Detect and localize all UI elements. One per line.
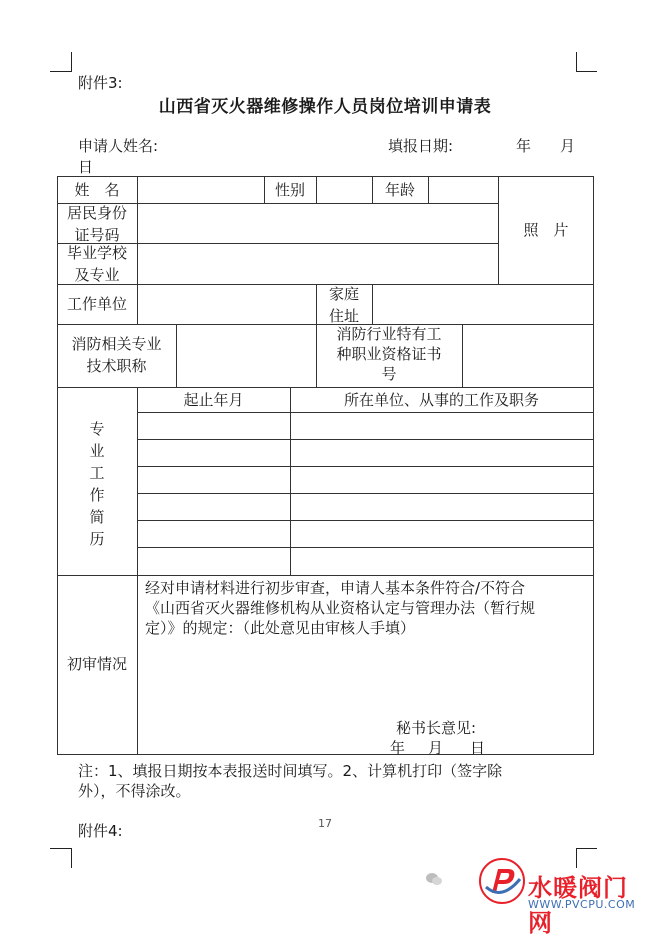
gender-field[interactable]: [317, 177, 372, 203]
work-unit-field[interactable]: [138, 285, 316, 324]
school-major-field[interactable]: [138, 244, 498, 284]
work-resume-label: 专业工作简历: [89, 420, 105, 548]
next-attachment-label: 附件4:: [78, 822, 123, 840]
fill-date-label: 填报日期:: [388, 137, 454, 155]
initial-review-label: 初审情况: [66, 655, 127, 673]
crop-mark-bottom-left-h: [50, 848, 71, 849]
page-number: 17: [318, 817, 332, 830]
watermark-url: WWW.PVCPU.COM: [528, 898, 636, 911]
fill-date-day: 日: [78, 158, 94, 176]
age-field[interactable]: [429, 177, 498, 203]
wechat-icon: [425, 872, 443, 886]
school-major-label: 毕业学校 及专业: [66, 244, 127, 284]
review-statement-line-1: 经对申请材料进行初步审查，申请人基本条件符合/不符合: [145, 579, 526, 597]
home-address-label: 家庭 住址: [328, 285, 359, 325]
footnote-line-2: 外），不得涂改。: [78, 782, 191, 800]
age-label: 年龄: [384, 181, 415, 199]
id-number-field[interactable]: [138, 204, 498, 243]
attachment-label: 附件3:: [78, 74, 123, 92]
crop-mark-top-left-v: [71, 52, 72, 72]
review-sign-year: 年: [390, 739, 406, 757]
review-sign-month: 月: [428, 739, 444, 757]
watermark-logo-icon: [478, 857, 526, 905]
gender-label: 性别: [274, 181, 305, 199]
certificate-number-field[interactable]: [463, 325, 593, 387]
fire-technical-title-field[interactable]: [177, 325, 316, 387]
fire-technical-title-label: 消防相关专业 技术职称: [71, 335, 162, 375]
resume-col-period: 起止年月: [183, 391, 244, 409]
certificate-number-label: 消防行业特有工 种职业资格证书 号: [336, 325, 442, 383]
watermark-brand: 水暖阀门网: [528, 874, 628, 937]
crop-mark-top-left-h: [50, 71, 71, 72]
crop-mark-top-right-h: [576, 71, 597, 72]
work-unit-label: 工作单位: [66, 295, 127, 313]
footnote-line-1: 注：1、填报日期按本表报送时间填写。2、计算机打印（签字除: [78, 762, 503, 780]
applicant-name-label: 申请人姓名:: [78, 137, 159, 155]
page-title: 山西省灭火器维修操作人员岗位培训申请表: [158, 97, 492, 117]
fill-date-month: 月: [560, 137, 576, 155]
crop-mark-bottom-right-v: [576, 848, 577, 868]
review-sign-day: 日: [470, 739, 486, 757]
id-number-label: 居民身份 证号码: [66, 204, 127, 244]
crop-mark-bottom-right-h: [576, 848, 597, 849]
secretary-general-opinion-label: 秘书长意见:: [396, 719, 477, 737]
crop-mark-top-right-v: [576, 52, 577, 72]
review-statement-line-2: 《山西省灭火器维修机构从业资格认定与管理办法（暂行规: [145, 599, 536, 617]
name-field[interactable]: [138, 177, 264, 203]
home-address-field[interactable]: [373, 285, 593, 324]
fill-date-year: 年: [516, 137, 532, 155]
review-statement-line-3: 定）》的规定：（此处意见由审核人手填）: [145, 619, 416, 637]
photo-label: 照 片: [523, 221, 569, 239]
resume-col-unit-duties: 所在单位、从事的工作及职务: [343, 391, 539, 409]
name-label: 姓 名: [74, 181, 120, 199]
crop-mark-bottom-left-v: [71, 848, 72, 868]
